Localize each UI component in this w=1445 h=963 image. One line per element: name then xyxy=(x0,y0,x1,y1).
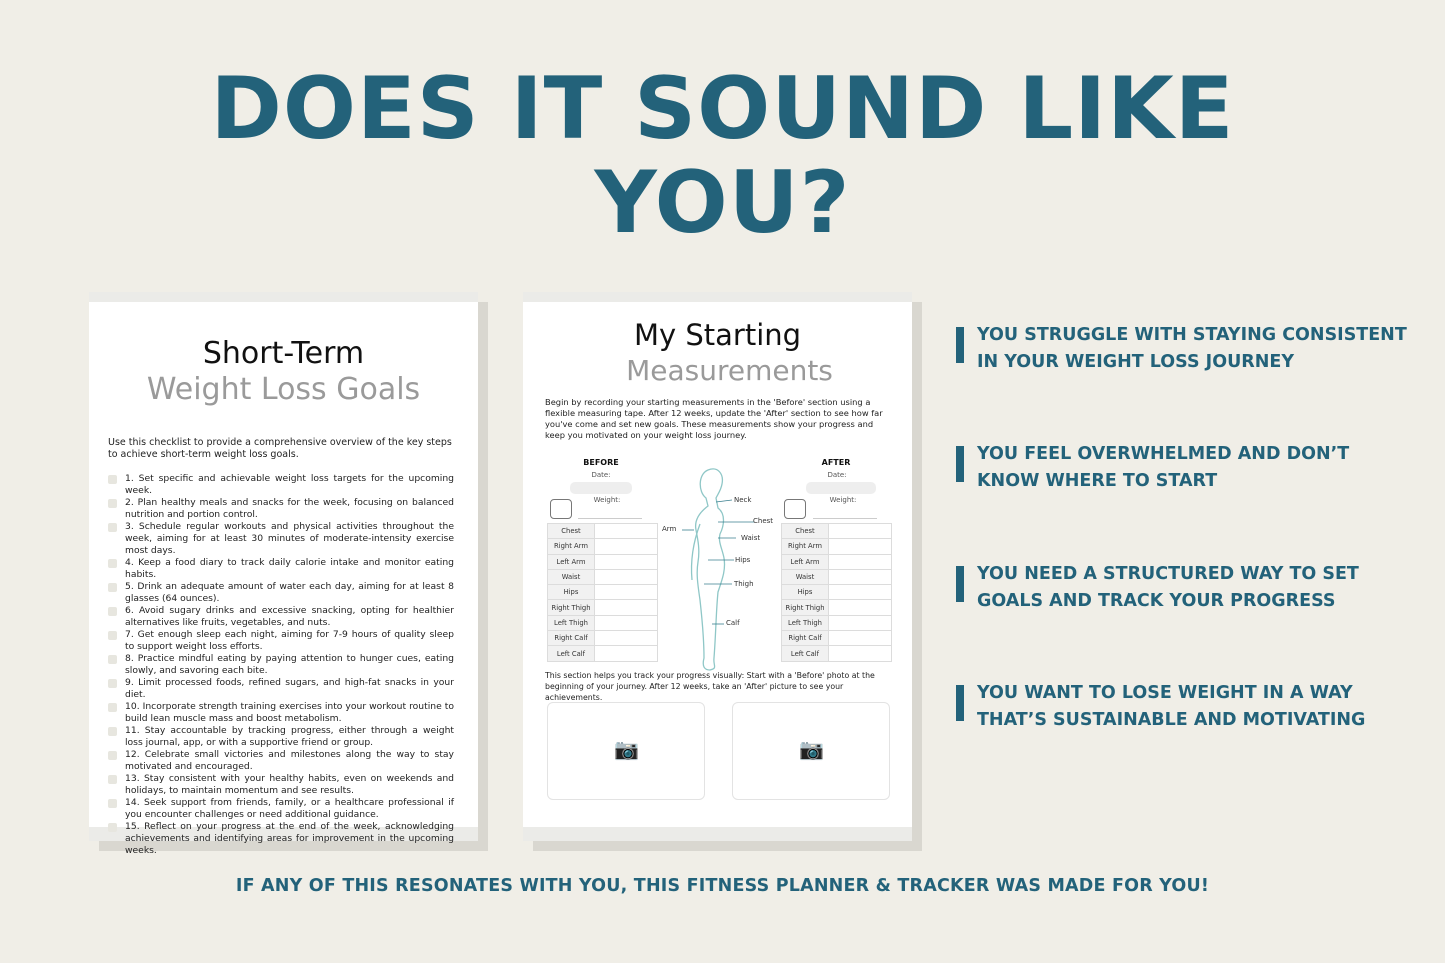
measurement-value[interactable] xyxy=(829,631,892,646)
label-hips: Hips xyxy=(735,556,751,564)
measurement-value[interactable] xyxy=(829,585,892,600)
measurement-value[interactable] xyxy=(829,615,892,630)
pain-point-text: YOU WANT TO LOSE WEIGHT IN A WAY xyxy=(977,683,1353,703)
measurements-page xyxy=(523,292,912,841)
measurement-value[interactable] xyxy=(829,554,892,569)
goal-item xyxy=(108,677,454,701)
before-measurements-table xyxy=(547,523,658,662)
goal-text: 1. Set specific and achievable weight loss targets for the upcoming week. xyxy=(125,473,454,496)
accent-bar xyxy=(956,685,964,721)
measurement-label: Waist xyxy=(782,569,829,584)
body-outline-figure xyxy=(658,462,778,677)
measurement-label: Chest xyxy=(548,524,595,539)
footer-cta: IF ANY OF THIS RESONATES WITH YOU, THIS FITNESS PLANNER & TRACKER WAS MADE FOR YOU! xyxy=(235,876,1210,896)
goal-item xyxy=(108,473,454,497)
checkbox[interactable] xyxy=(108,655,117,664)
goal-item xyxy=(108,773,454,797)
measurement-row xyxy=(782,524,892,539)
measurement-value[interactable] xyxy=(595,554,658,569)
label-thigh: Thigh xyxy=(734,580,754,588)
goals-intro: Use this checklist to provide a comprehensive overview of the key steps to achieve short-term weight loss goals. xyxy=(108,437,452,460)
measurement-value[interactable] xyxy=(829,539,892,554)
after-weight-label: Weight: xyxy=(829,496,857,504)
measurement-label: Left Thigh xyxy=(782,615,829,630)
label-chest: Chest xyxy=(753,517,774,525)
measurement-label: Right Arm xyxy=(782,539,829,554)
after-date-label: Date: xyxy=(827,471,847,479)
checkbox[interactable] xyxy=(108,559,117,568)
goal-text: 14. Seek support from friends, family, or a healthcare professional if you encounter challenges or need additional guidance. xyxy=(125,797,454,820)
after-measurements-table xyxy=(781,523,892,662)
measurement-label: Hips xyxy=(548,585,595,600)
goals-page-title: Short-Term xyxy=(202,336,365,371)
measurement-row xyxy=(548,539,658,554)
measurement-row xyxy=(548,615,658,630)
photo-instructions: This section helps you track your progress visually: Start with a 'Before' photo at the beginning of your journey. After 12 weeks, take an 'After' picture to see your achievements. xyxy=(545,671,875,702)
checkbox[interactable] xyxy=(108,703,117,712)
measurement-label: Right Thigh xyxy=(782,600,829,615)
goals-page-subtitle: Weight Loss Goals xyxy=(146,372,421,407)
after-weight-field[interactable] xyxy=(813,508,877,519)
measurement-label: Right Arm xyxy=(548,539,595,554)
pain-point-text: GOALS AND TRACK YOUR PROGRESS xyxy=(977,591,1336,611)
checkbox[interactable] xyxy=(108,499,117,508)
measurement-row xyxy=(782,569,892,584)
before-heading: BEFORE xyxy=(583,458,619,467)
scale-icon xyxy=(784,499,806,519)
measurement-label: Right Thigh xyxy=(548,600,595,615)
measurements-subtitle: Measurements xyxy=(626,354,833,387)
headline xyxy=(0,59,1445,253)
goal-text: 4. Keep a food diary to track daily calorie intake and monitor eating habits. xyxy=(125,557,454,580)
measurement-value[interactable] xyxy=(829,569,892,584)
pain-point-text: YOU FEEL OVERWHELMED AND DON’T xyxy=(977,444,1350,464)
pain-point-text: IN YOUR WEIGHT LOSS JOURNEY xyxy=(977,352,1295,372)
checkbox[interactable] xyxy=(108,799,117,808)
goal-text: 15. Reflect on your progress at the end of the week, acknowledging achievements and identifying areas for improvement in the upcoming weeks. xyxy=(125,821,454,856)
accent-bar xyxy=(956,327,964,363)
measurement-label: Left Arm xyxy=(782,554,829,569)
accent-bar xyxy=(956,566,964,602)
measurement-row xyxy=(548,585,658,600)
checkbox[interactable] xyxy=(108,475,117,484)
goals-page xyxy=(89,292,478,856)
before-date-label: Date: xyxy=(591,471,611,479)
before-photo-box[interactable] xyxy=(547,702,705,800)
measurement-row xyxy=(782,646,892,661)
checkbox[interactable] xyxy=(108,523,117,532)
scale-icon xyxy=(550,499,572,519)
measurement-label: Right Calf xyxy=(782,631,829,646)
headline-line-2: YOU? xyxy=(594,153,851,253)
goal-item xyxy=(108,557,454,581)
measurement-label: Left Arm xyxy=(548,554,595,569)
measurement-label: Chest xyxy=(782,524,829,539)
checkbox[interactable] xyxy=(108,583,117,592)
measurement-row xyxy=(782,600,892,615)
measurement-value[interactable] xyxy=(595,631,658,646)
checkbox[interactable] xyxy=(108,751,117,760)
measurement-label: Waist xyxy=(548,569,595,584)
measurement-value[interactable] xyxy=(595,646,658,661)
goal-item xyxy=(108,749,454,773)
after-photo-box[interactable] xyxy=(732,702,890,800)
measurement-value[interactable] xyxy=(595,524,658,539)
checkbox[interactable] xyxy=(108,823,117,832)
measurement-value[interactable] xyxy=(829,600,892,615)
label-neck: Neck xyxy=(734,496,752,504)
label-waist: Waist xyxy=(741,534,761,542)
goal-text: 10. Incorporate strength training exercises into your workout routine to build lean muscle mass and boost metabolism. xyxy=(125,701,454,724)
measurement-label: Hips xyxy=(782,585,829,600)
goal-item xyxy=(108,701,454,725)
after-heading: AFTER xyxy=(821,458,851,467)
measurement-value[interactable] xyxy=(595,585,658,600)
goal-text: 2. Plan healthy meals and snacks for the week, focusing on balanced nutrition and portion control. xyxy=(125,497,454,520)
measurement-row xyxy=(548,600,658,615)
label-calf: Calf xyxy=(726,619,740,627)
goal-text: 7. Get enough sleep each night, aiming for 7-9 hours of quality sleep to support weight loss efforts. xyxy=(125,629,454,652)
goal-text: 13. Stay consistent with your healthy habits, even on weekends and holidays, to maintain momentum and see results. xyxy=(125,773,454,796)
measurement-row xyxy=(548,524,658,539)
measurement-value[interactable] xyxy=(595,539,658,554)
pain-point-text: YOU STRUGGLE WITH STAYING CONSISTENT xyxy=(977,325,1407,345)
goal-checklist xyxy=(108,473,454,857)
goal-item xyxy=(108,797,454,821)
measurement-row xyxy=(782,585,892,600)
checkbox[interactable] xyxy=(108,727,117,736)
measurement-value[interactable] xyxy=(595,615,658,630)
checkbox[interactable] xyxy=(108,607,117,616)
measurement-row xyxy=(548,554,658,569)
pain-point-text: KNOW WHERE TO START xyxy=(977,471,1218,491)
before-weight-label: Weight: xyxy=(593,496,621,504)
goal-item xyxy=(108,725,454,749)
before-date-field[interactable] xyxy=(570,482,632,494)
measurement-label: Left Thigh xyxy=(548,615,595,630)
goal-text: 11. Stay accountable by tracking progress, either through a weight loss journal, app, or with a supportive friend or group. xyxy=(125,725,454,748)
goal-text: 5. Drink an adequate amount of water each day, aiming for at least 8 glasses (64 ounces). xyxy=(125,581,454,604)
measurement-value[interactable] xyxy=(595,569,658,584)
after-date-field[interactable] xyxy=(806,482,876,494)
measurement-value[interactable] xyxy=(595,600,658,615)
measurement-row xyxy=(548,569,658,584)
measurement-label: Left Calf xyxy=(782,646,829,661)
goal-text: 3. Schedule regular workouts and physical activities throughout the week, aiming for at least 30 minutes of moderate-intensity exercise most days. xyxy=(125,521,454,556)
measurement-label: Right Calf xyxy=(548,631,595,646)
camera-icon: 📷 xyxy=(614,737,639,761)
measurement-row xyxy=(782,615,892,630)
label-arm: Arm xyxy=(662,525,677,533)
accent-bar xyxy=(956,446,964,482)
goal-item xyxy=(108,521,454,557)
goal-text: 9. Limit processed foods, refined sugars, and high-fat snacks in your diet. xyxy=(125,677,454,700)
measurement-row xyxy=(782,539,892,554)
measurement-label: Left Calf xyxy=(548,646,595,661)
goal-item xyxy=(108,821,454,857)
measurement-row xyxy=(782,554,892,569)
measurements-intro: Begin by recording your starting measurements in the 'Before' section using a flexible measuring tape. After 12 weeks, update the 'After' section to see how far you've come and set new goals. These measurements show your progress and keep you motivated on your weight loss journey. xyxy=(545,397,883,440)
goal-text: 6. Avoid sugary drinks and excessive snacking, opting for healthier alternatives like fruits, vegetables, and nuts. xyxy=(125,605,454,628)
pain-point-text: YOU NEED A STRUCTURED WAY TO SET xyxy=(977,564,1359,584)
goal-item xyxy=(108,629,454,653)
headline-line-1: DOES IT SOUND LIKE xyxy=(210,59,1235,159)
measurement-value[interactable] xyxy=(829,524,892,539)
goal-text: 8. Practice mindful eating by paying attention to hunger cues, eating slowly, and savoring each bite. xyxy=(125,653,454,676)
goal-item xyxy=(108,605,454,629)
goal-item xyxy=(108,581,454,605)
measurement-row xyxy=(548,646,658,661)
checkbox[interactable] xyxy=(108,631,117,640)
measurements-title: My Starting xyxy=(633,318,802,352)
measurement-row xyxy=(782,631,892,646)
checkbox[interactable] xyxy=(108,775,117,784)
checkbox[interactable] xyxy=(108,679,117,688)
goal-text: 12. Celebrate small victories and milestones along the way to stay motivated and encouraged. xyxy=(125,749,454,772)
measurement-row xyxy=(548,631,658,646)
goal-item xyxy=(108,497,454,521)
pain-point-text: THAT’S SUSTAINABLE AND MOTIVATING xyxy=(977,710,1366,730)
before-weight-field[interactable] xyxy=(578,508,642,519)
camera-icon: 📷 xyxy=(799,737,824,761)
measurement-value[interactable] xyxy=(829,646,892,661)
goal-item xyxy=(108,653,454,677)
